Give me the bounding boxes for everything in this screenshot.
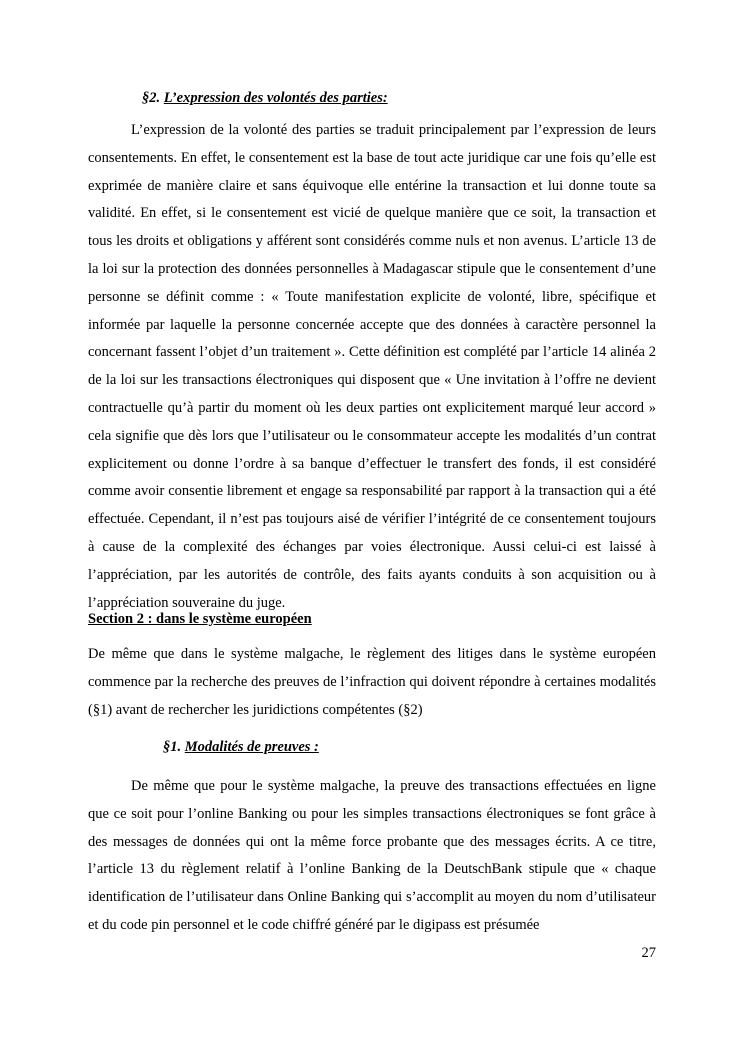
subsection-heading-1 [163,737,319,757]
paragraph-consent: L’expression de la volonté des parties se traduit principalement par l’expression de leurs consentements. En effet, le consentement est la base de tout acte juridique car une fois qu’elle est exprimée de manière claire et sans équivoque elle entérine la transaction et lui donne toute sa validité. En effet, si le consentement est vicié de quelque manière que ce soit, la transaction et tous les droits et obligations y afférent sont considérés comme nuls et non avenus. L’article 13 de la loi sur la protection des données personnelles à Madagascar stipule que le consentement d’une personne se définit comme : « Toute manifestation explicite de volonté, libre, spécifique et informée par laquelle la personne concernée accepte que des données à caractère personnel la concernant fassent l’objet d’un traitement ». Cette définition est complété par l’article 14 alinéa 2 de la loi sur les transactions électroniques qui disposent que « Une invitation à l’offre ne devient contractuelle qu’à partir du moment où les deux parties ont explicitement marqué leur accord » cela signifie que dès lors que l’utilisateur ou le consommateur accepte les modalités d’un contrat explicitement ou donne l’ordre à sa banque d’effectuer le transfert des fonds, il est considéré comme avoir consentie librement et engage sa responsabilité par rapport à la transaction qui a été effectuée. Cependant, il n’est pas toujours aisé de vérifier l’intégrité de ce consentement toujours à cause de la complexité des échanges par voies électronique. Aussi celui-ci est laissé à l’appréciation, par les autorités de contrôle, des faits ayants conduits à son acquisition ou à l’appréciation souveraine du juge. [88,122,656,611]
paragraph-proof-modalities: De même que pour le système malgache, la preuve des transactions effectuées en ligne que ce soit pour l’online Banking ou pour les simples transactions électroniques se font grâce à des messages de données qui ont la même force probante que des messages écrits. A ce titre, l’article 13 du règlement relatif à l’online Banking de la DeutschBank stipule que « chaque identification de l’utilisateur dans Online Banking qui s’accomplit au moyen du nom d’utilisateur et du code pin personnel et le code chiffré généré par le digipass est présumée [88,778,656,933]
subsection-title: Modalités de preuves : [184,739,319,755]
subsection-heading-2 [142,88,388,108]
paragraph-european-system: De même que dans le système malgache, le règlement des litiges dans le système européen commence par la recherche des preuves de l’infraction qui doivent répondre à certaines modalités (§1) avant de rechercher les juridictions compétentes (§2) [88,646,656,718]
section-2-title: Section 2 : dans le système européen [88,611,312,627]
page-number: 27 [641,945,656,961]
subsection-number: §1. [163,739,182,755]
subsection-number: §2. [142,90,161,106]
subsection-title: L’expression des volontés des parties: [163,90,388,106]
